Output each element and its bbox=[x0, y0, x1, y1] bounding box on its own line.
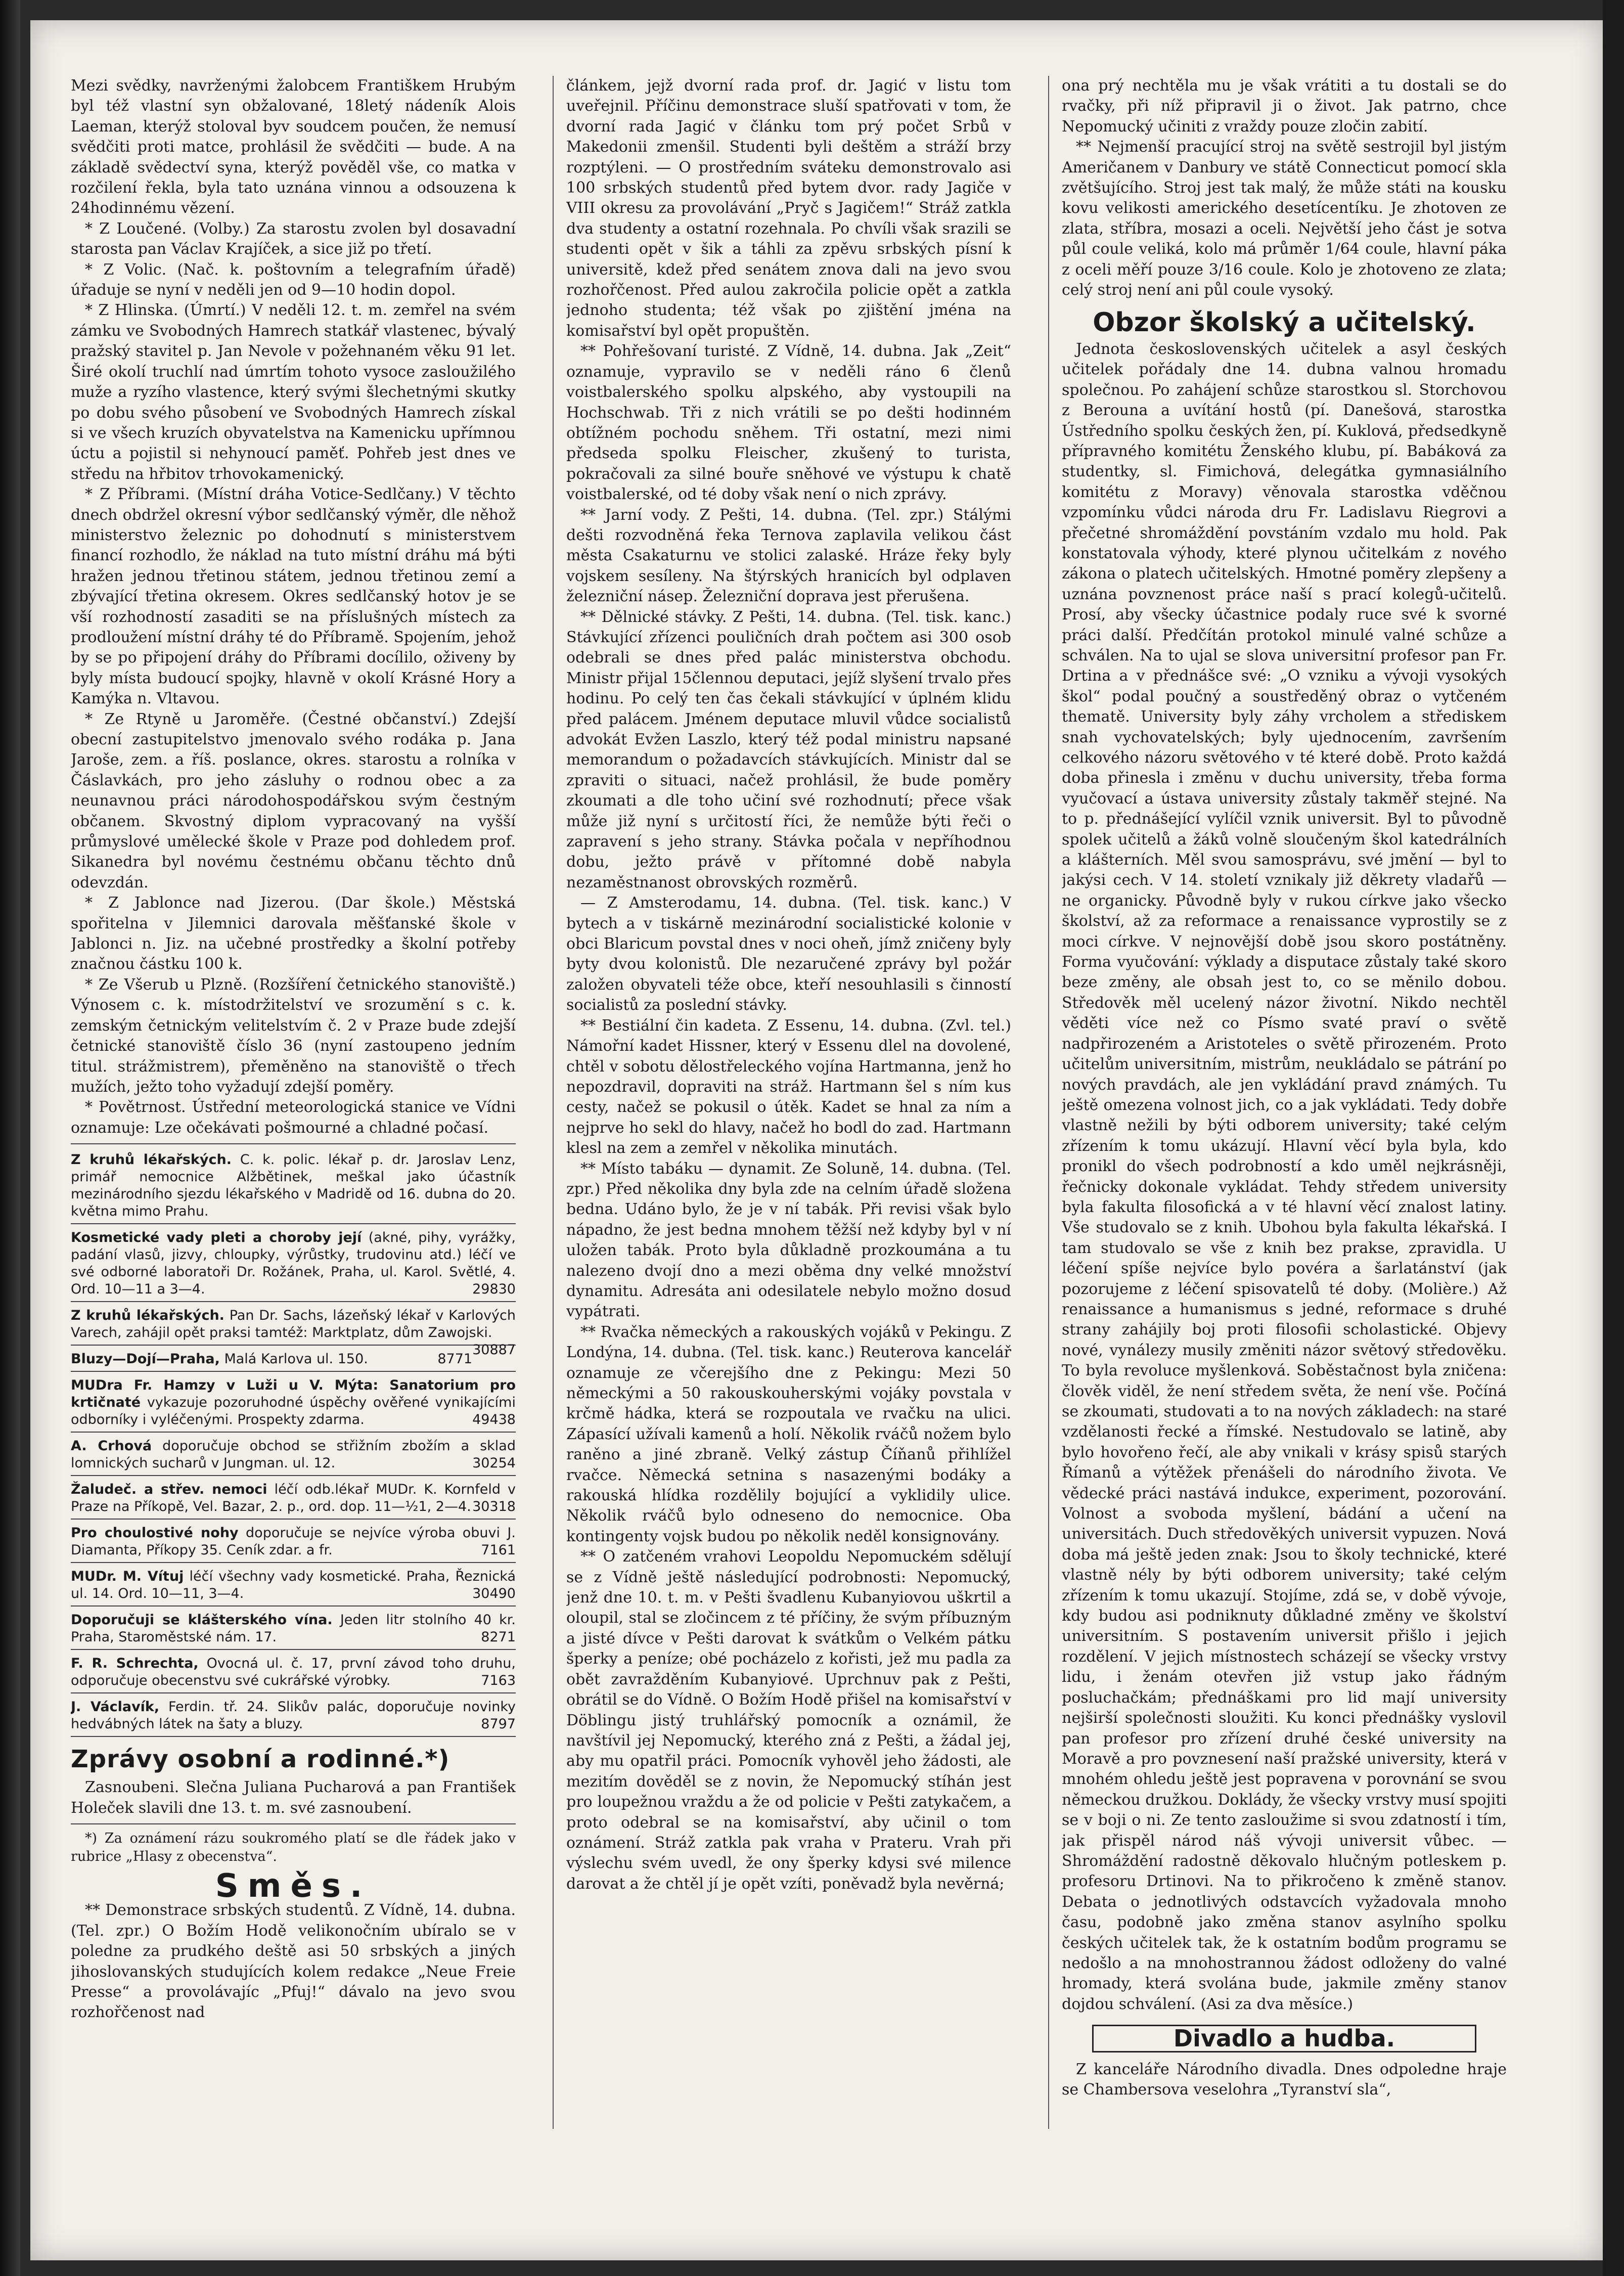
section-title-divadlo: Divadlo a hudba. bbox=[1092, 2025, 1476, 2052]
ad-heading: Žaludeč. a střev. nemoci bbox=[71, 1482, 267, 1498]
ad-number: 7161 bbox=[481, 1542, 516, 1558]
news-item-vseruby: * Ze Všerub u Plzně. (Rozšíření četnického stanoviště.) Výnosem c. k. místodržitelství ve srozumění s c. k. zemským četnickým velitelstvím č. 2 v Praze bude zdejší četnické stanoviště číslo 36 (nyní zastoupeno jedním titul. strážmistrem), přeměněno na stanoviště o třech mužích, ježto toho vyžadují zdejší poměry. bbox=[71, 975, 516, 1096]
news-item-rtyne: * Ze Rtyně u Jaroměře. (Čestné občanství.) Zdejší obecní zastupitelstvo jmenovalo svého rodáka p. Jana Jaroše, zem. a říš. poslance, okres. starostu a rolníka v Čáslavkách, pro jeho zásluhy o rodnou obec a za neunavnou práci národohospodářskou svým čestným občanem. Skvostný diplom vypracovaný na vyšší průmyslové umělecké škole v Praze pod dohledem prof. Sikanedra byl novému čestnému občanu těchto dnů odevzdán. bbox=[71, 710, 516, 891]
scan-edge-left bbox=[0, 0, 20, 2276]
ad-heading: A. Crhová bbox=[71, 1438, 152, 1454]
news-item-strikes: ** Dělnické stávky. Z Pešti, 14. dubna. (Tel. tisk. kanc.) Stávkující zřízenci pouličních drah počtem asi 300 osob odebrali se dnes před palác ministerstva obchodu. Ministr přijal 15člennou deputaci, jejíž slyšení trvalo přes hodinu. Po celý ten čas čekali stávkující v úplném klidu před palácem. Jménem deputace mluvil vůdce socialistů advokát Evžen Laszlo, který též podal ministru napsané memorandum o požadavcích stávkujících. Ministr dal se zpraviti o situaci, načež prohlásil, že bude poměry zkoumati a dle toho učiní své rozhodnutí; přece však může již nyní s určitostí říci, že nemůže býti řeči o zapravení s jeho strany. Stávka počala v nepříhodnou dobu, ježto právě v přítomné době nabyla nezaměstnanost obrovských rozměrů. bbox=[566, 608, 1011, 891]
news-item-volice: * Z Volic. (Nač. k. poštovním a telegrafním úřadě) úřaduje se nyní v neděli jen od 9—10 hodin dopol. bbox=[71, 260, 516, 299]
news-item-floods: ** Jarní vody. Z Pešti, 14. dubna. (Tel. zpr.) Stálými dešti rozvodněná řeka Ternova zaplavila velikou část města Csakaturnu ve stolici zalaské. Hráze řeky byly vojskem sesíleny. Na štýrských hranicích byl odplaven železniční násep. Železniční doprava jest přerušena. bbox=[566, 506, 1011, 606]
news-item-peking: ** Rvačka německých a rakouských vojáků v Pekingu. Z Londýna, 14. dubna. (Tel. tisk. kanc.) Reuterova kancelář oznamuje ze včerejšího dne z Pekingu: Mezi 50 německými a 50 rakouskouherskými vojáky povstala v krčmě hádka, která se rozpoutala ve rvačku na ulici. Zápasící užívali kamenů a holí. Několik rváčů nožem bylo raněno a jiné zbraně. Velký zástup Číňanů přihlížel rvačce. Německá setnina s nasazenými bodáky a rakouská hlídka rozdělily bojující a vyklidily ulice. Několik rváčů bylo odneseno do nemocnice. Oba kontingenty vojsk budou po několik neděl konsignovány. bbox=[566, 1323, 1011, 1545]
ad-text: doporučuje obchod se střižním zbožím a sklad lomnických sucharů v Jungman. ul. 12. bbox=[71, 1438, 516, 1471]
article-continuation: ona prý nechtěla mu je však vrátiti a tu dostali se do rvačky, při níž připravil ji o život. Jak patrno, chce Nepomucký učiniti z vraždy pouze zločin zabití. bbox=[1062, 77, 1507, 136]
news-item-dynamite: ** Místo tabáku — dynamit. Ze Soluně, 14. dubna. (Tel. zpr.) Před několika dny byla zde na celním úřadě složena bedna. Udáno bylo, že je v ní tabák. Při revisi však bylo nápadno, že jest bedna mnohem těžší než kdyby byl v ní uložen tabák. Proto byla důkladně prozkoumána a tu nalezeno dvojí dno a mezi oběma dny velké množství dynamitu. Adresáta ani odesilatele nebylo možno dosud vypátrati. bbox=[566, 1159, 1011, 1321]
news-item-amsterdam: — Z Amsterodamu, 14. dubna. (Tel. tisk. kanc.) V bytech a v tiskárně mezinárodní socialistické kolonie v obci Blaricum povstal dnes v noci oheň, jímž zničeny byly byty dvou kolonistů. Dle nezaručené zprávy byl požár založen obyvateli téže obce, kteří nesouhlasili s činností socialistů za poslední stávky. bbox=[566, 894, 1011, 1014]
ad-heading: Pro choulostivé nohy bbox=[71, 1525, 239, 1541]
ad-number: 30490 bbox=[472, 1586, 516, 1602]
ad-text: (akné, pihy, vyrážky, padání vlasů, jizvy, chloupky, výrůstky, trudovinu atd.) léčí ve své odborné laboratoři Dr. Rožánek, Praha, ul. Karol. Světlé, 4. Ord. 10—11 a 3—4. bbox=[71, 1230, 516, 1298]
ad-text: léčí všechny vady kosmetické. Praha, Řeznická ul. 14. Ord. 10—11, 3—4. bbox=[71, 1569, 516, 1602]
column-2 bbox=[566, 76, 1011, 2129]
classified-ad bbox=[71, 1610, 516, 1650]
personal-notice: Zasnoubeni. Slečna Juliana Pucharová a pan František Holeček slavili dne 13. t. m. své zasnoubení. bbox=[71, 1778, 516, 1817]
ad-number: 30887 bbox=[472, 1342, 516, 1358]
section-title-personal: Zprávy osobní a rodinné.*) bbox=[71, 1745, 450, 1774]
ad-heading: Z kruhů lékařských. bbox=[71, 1308, 224, 1324]
column-3 bbox=[1062, 76, 1507, 2129]
ad-heading: Z kruhů lékařských. bbox=[71, 1152, 232, 1168]
section-title-obzor: Obzor školský a učitelský. bbox=[1093, 307, 1476, 338]
ad-heading: J. Václavík, bbox=[71, 1699, 160, 1715]
ad-heading: Bluzy—Dojí—Praha, bbox=[71, 1351, 220, 1367]
ad-text: doporučuje se nejvíce výroba obuvi J. Diamanta, Příkopy 35. Ceník zdar. a fr. bbox=[71, 1525, 516, 1558]
ad-heading: Kosmetické vady pleti a choroby její bbox=[71, 1230, 362, 1246]
classified-ad bbox=[71, 1227, 516, 1302]
ad-number: 8797 bbox=[481, 1716, 516, 1732]
news-item-murderer: ** O zatčeném vrahovi Leopoldu Nepomuckém sdělují se z Vídně ještě následující podrobnosti: Nepomucký, jenž dne 10. t. m. v Pešti švadlenu Kubanyiovou uškrtil a oloupil, stal se zločincem z té příčiny, že svým příbuzným a jisté dívce v Pešti darovat k svátkům o Velkém pátku šperky a peníze; obé pocházelo z kořisti, jež mu padla za obět zavražděním Kubanyiové. Uprchnuv pak z Pešti, obrátil se do Vídně. O Božím Hodě přišel na komisařství v Döblingu jistý truhlářský pomocník a oznámil, že navštívil jej Nepomucký, kterého zná z Pešti, a žádal jej, aby mu opatřil práci. Pomocník vyhověl jeho žádosti, ale mezitím dověděl se z novin, že Nepomucký stíhán jest pro loupežnou vraždu a že od policie v Pešti zatykačem, a proto odebral se na komisařství, aby učinil o tom oznámení. Stráž zatkla pak vraha v Prateru. Vrah při výslechu svém uvedl, že ony šperky kdysi své milence darovat a že chtěl jí je opět vzíti, poněvadž byla nevěrná; bbox=[566, 1548, 1011, 1893]
ad-text: C. k. polic. lékař p. dr. Jaroslav Lenz, primář nemocnice Alžbětinek, meškal jako účastník mezinárodního sjezdu lékařského v Madridě od 16. dubna do 20. května mimo Prahu. bbox=[71, 1152, 516, 1220]
ad-text: Jeden litr stolního 40 kr. Praha, Staroměstské nám. 17. bbox=[71, 1612, 516, 1645]
classified-ad bbox=[71, 1653, 516, 1693]
news-item-cadet: ** Bestiální čin kadeta. Z Essenu, 14. dubna. (Zvl. tel.) Námořní kadet Hissner, který v Essenu dlel na dovolené, chtěl v sobotu dělostřeleckého vojína Hartmanna, jenž ho nepozdravil, dopraviti na stráž. Hartmann šel s ním kus cesty, načež se pokusil o útěk. Kadet se hnal za ním a nejprve ho sekl do hlavy, načež ho bodl do zad. Hartmann klesl na zem a zemřel v několika minutách. bbox=[566, 1016, 1011, 1157]
classified-ad bbox=[71, 1479, 516, 1520]
column-rule-1 bbox=[553, 76, 554, 2129]
divider bbox=[71, 1823, 516, 1824]
news-item-smallest-machine: ** Nejmenší pracující stroj na světě sestrojil byl jistým Američanem v Danbury ve státě Connecticut pomocí skla zvětšujícího. Stroj jest tak malý, že může státi na kousku kovu velikosti amerického desetícentíku. Je zhotoven ze zlata, stříbra, mosazi a oceli. Největší jeho část je sotva půl coule veliká, kolo má průměr 1/64 coule, hlavní páka z oceli měří pouze 3/16 coule. Kolo je zhotoveno ze zlata; celý stroj není ani půl coule vysoký. bbox=[1062, 138, 1507, 299]
ad-text: Ferdin. tř. 24. Slikův palác, doporučuje novinky hedvábných látek na šaty a bluzy. bbox=[71, 1699, 516, 1732]
scan-edge-right bbox=[1603, 0, 1624, 2276]
ad-text: Pan Dr. Sachs, lázeňský lékař v Karlových Varech, zahájil opět praksi tamtéž: Marktplatz, dům Zawojski. bbox=[71, 1308, 516, 1341]
classified-ad bbox=[71, 1566, 516, 1606]
news-item-hlinsko: * Z Hlinska. (Úmrtí.) V neděli 12. t. m. zemřel na svém zámku ve Svobodných Hamrech statkář vlastenec, bývalý pražský stavitel p. Jan Nevole v požehnaném věku 91 let. Širé okolí truchlí nad úmrtím tohoto vysoce zasloužilého muže a ryzího vlastence, který svými šlechetnými skutky po dobu svého působení ve Svobodných Hamrech získal si ve všech kruzích obyvatelstva na Kamenicku upřímnou úctu a pojistil si nehynoucí paměť. Pohřeb jest dnes ve středu na hřbitov trhovokamenický. bbox=[71, 301, 516, 483]
classified-ad bbox=[71, 1523, 516, 1563]
news-item-tourists: ** Pohřešovaní turisté. Z Vídně, 14. dubna. Jak „Zeit“ oznamuje, vypravilo se v neděli ráno 6 členů voistbalerského spolku alpského, aby vystoupili na Hochschwab. Tři z nich vrátili se po dešti hodinném obtížném pochodu sněhem. Tři ostatní, mezi nimi předseda spolku Fleischer, zkušený to turista, pokračovali za silné bouře sněhové ve výstupu k chatě voistbalerské, od té doby však není o nich zprávy. bbox=[566, 342, 1011, 504]
column-rule-2 bbox=[1048, 76, 1049, 2129]
ad-text: léčí odb.lékař MUDr. K. Kornfeld v Praze na Příkopě, Vel. Bazar, 2. p., ord. dop. 11—½1, 2—4. bbox=[71, 1482, 516, 1515]
ad-number: 8771 bbox=[437, 1351, 473, 1367]
ad-number: 8271 bbox=[481, 1629, 516, 1645]
classified-ad bbox=[71, 1697, 516, 1737]
news-item-pribram: * Z Příbrami. (Místní dráha Votice-Sedlčany.) V těchto dnech obdržel okresní výbor sedlčanský výměr, dle něhož ministerstvo železnic po dohodnutí s ministerstvem financí rozhodlo, že náklad na tuto místní dráhu má býti hražen jednou třetinou státem, jednou třetinou zemí a zbývající třetina okresem. Okres sedlčanský hotov je se vší rozhodností zasaditi se na příslušných místech za prodloužení místní dráhy té do Příbramě. Spojením, jehož by se po připojení dráhy do Příbrami docílilo, oživeny by byly místa budoucí spojky, hlavně v okolí Krásné Hory a Kamýka n. Vltavou. bbox=[71, 485, 516, 708]
classified-ad bbox=[71, 1375, 516, 1433]
ad-heading: F. R. Schrechta, bbox=[71, 1656, 199, 1672]
classified-ad bbox=[71, 1349, 516, 1372]
news-item-demonstration: ** Demonstrace srbských studentů. Z Vídně, 14. dubna. (Tel. zpr.) O Božím Hodě velikonočním ubíralo se v poledne za prudkého deště asi 50 srbských a jiných jihoslovanských studujících kolem redakce „Neue Freie Presse“ a provolávajíc „Pfuj!“ dávalo na jevo svou rozhořčenost nad bbox=[71, 1901, 516, 2022]
classified-ad bbox=[71, 1436, 516, 1476]
theatre-notice: Z kanceláře Národního divadla. Dnes odpoledne hraje se Chambersova veselohra „Tyranství sla“, bbox=[1062, 2060, 1507, 2099]
ad-number: 7163 bbox=[481, 1673, 516, 1689]
ad-number: 30254 bbox=[472, 1455, 516, 1471]
column-1 bbox=[71, 76, 516, 2129]
news-item-jablonec: * Z Jablonce nad Jizerou. (Dar škole.) Městská spořitelna v Jilemnici darovala měšťanské škole v Jablonci n. Jiz. na učebné prostředky a školní potřeby značnou částku 100 k. bbox=[71, 894, 516, 973]
ad-heading: Doporučuji se klášterského vína. bbox=[71, 1612, 333, 1628]
article-continuation: článkem, jejž dvorní rada prof. dr. Jagić v listu tom uveřejnil. Příčinu demonstrace sluší spatřovati v tom, že dvorní rada Jagić v článku tom prý počet Srbů v Makedonii zmenšil. Studenti byli deštěm a stráží brzy rozptýleni. — O prostředním sváteku demonstrovalo asi 100 srbských studentů před bytem dvor. rady Jagiče v VIII okresu za provolávání „Pryč s Jagičem!“ Stráž zatkla dva studenty a ostatní rozehnala. Po chvíli však srazili se studenti opět v šik a táhli za zpěvu srbských písní k universitě, kdež před senátem znova dali na jevo svou rozhořčenost. Před aulou zakročila policie opět a zatkla jednoho studenta; též však po zjištění jména na komisařství byl opět propuštěn. bbox=[566, 77, 1011, 340]
footnote: *) Za oznámení rázu soukromého platí se dle řádek jako v rubrice „Hlasy z obecenstva“. bbox=[71, 1830, 516, 1864]
section-title-smes: Směs. bbox=[215, 1867, 372, 1905]
ad-number: 49438 bbox=[472, 1412, 516, 1428]
news-item-weather: * Povětrnost. Ústřední meteorologická stanice ve Vídni oznamuje: Lze očekávati pošmourné a chladné počasí. bbox=[71, 1098, 516, 1137]
article-paragraph: Mezi svědky, navrženými žalobcem Františkem Hrubým byl též vlastní syn obžalované, 18letý nádeník Alois Laeman, kterýž stoloval byv soudcem poučen, že nemusí svědčiti proti matce, prohlásil že svědčiti — bude. A na základě svědectví syna, kterýž pověděl vše, co matka v rozčilení řekla, byla tato uznána vinnou a odsouzena k 24hodinnému vězení. bbox=[71, 77, 516, 217]
ad-text: Malá Karlova ul. 150. bbox=[224, 1351, 368, 1367]
classified-ad bbox=[71, 1305, 516, 1358]
ad-number: 29830 bbox=[472, 1281, 516, 1298]
ad-heading: MUDr. M. Vítuj bbox=[71, 1569, 184, 1585]
news-item-loucena: * Z Loučené. (Volby.) Za starostu zvolen byl dosavadní starosta pan Václav Krajíček, a sice již po třetí. bbox=[71, 219, 516, 258]
ad-text: Ovocná ul. č. 17, první závod toho druhu, odporučuje obecenstvu své cukrářské výrobky. bbox=[71, 1656, 516, 1689]
ad-heading: MUDra Fr. Hamzy v Luži u V. Mýta: Sanatorium pro krtičnaté bbox=[71, 1377, 516, 1411]
ad-number: 30318 bbox=[472, 1499, 516, 1515]
ad-text: vykazuje pozoruhodné úspěchy ověřené vynikajícími odborníky i vyléčenými. Prospekty zdarma. bbox=[71, 1395, 516, 1428]
classified-ad bbox=[71, 1149, 516, 1224]
school-article: Jednota československých učitelek a asyl českých učitelek pořádaly dne 14. dubna valnou hromadu společnou. Po zahájení schůze starostkou sl. Storchovou z Berouna a uvítání hostů (pí. Danešová, starostka Ústředního spolku českých žen, pí. Kuklová, předsedkyně přípravného komitétu Ženského klubu, pí. Babáková za studentky, sl. Fimichová, delegátka gymnasiálního komitétu z Moravy) věnovala starostka vděčnou vzpomínku vůdci národa dru Fr. Ladislavu Riegrovi a přečetné shromáždění povstáním vzdalo mu hold. Pak konstatovala výhody, které plynou učitelkám z nového zákona o platech učitelských. Hmotné poměry zlepšeny a uznána povznenost práce naší s prací kolegů-učitelů. Prosí, aby všecky účastnice podaly ruce své k svorné práci další. Předčítán protokol minulé valné schůze a schválen. Na to ujal se slova universitní profesor pan Fr. Drtina a v přednášce své: „O vzniku a vývoji vysokých škol“ podal poučný a soustředěný obraz o vytčeném thematě. University byly záhy vrcholem a střediskem snah vychovatelských; byly ujednocením, završením celkového názoru světového v té které době. Proto každá doba přinesla i změnu v duchu university, třeba forma vyučovací a ústava university zůstaly takměř stejné. Na to p. přednášející vylíčil vznik universit. Byl to původně spolek učitelů a žáků volně sloučeným škol katedrálních a klášterních. Měl svou samosprávu, své jmění — byl to jakýsi cech. V 14. století vznikaly již děkrety vladařů — ne organicky. Původně byly v rukou církve jako všecko školství, až za reformace a renaissance vyprostily se z moci církve. V nejnovější době jsou skoro postátněny. Forma vyučování: výklady a disputace zůstaly také skoro beze změny, ale obsah jest to, co se měnilo dobou. Středověk měl ucelený názor životní. Nikdo nechtěl věděti více než co Písmo svaté praví o světě nadpřirozeném a Aristoteles o světě přirozeném. Proto učitelům universitním, mistrům, neukládalo se pátrání po nových pravdách, ale jen vykládání pravd známých. Tu ještě omezena volnost jich, co a jak vykládati. Tedy dobře vlastně nežili by býti odborem university; také celým zřízením k tomu ukázují. Hlavní věcí byla byla, kdo pronikl do všech podrobností a kdo uměl nejkrásněji, řečnicky dokonale vykládat. Tehdy středem university byla fakulta filosofická a v té hlavní věcí znalost latiny. Vše studovalo se z knih. Ubohou byla fakulta lékařská. I tam studovalo se vše z knih bez prakse, zpravidla. U léčení spíše nejvíce bylo povéra a šarlatánství (jak pozorujeme z léčení spisovatelů té doby. (Molière.) Až renaissance a humanismus s jedné, reformace s druhé strany zahájily boj proti filosofii scholastické. Objevy nové, vynálezy musily změniti názor světový středověku. To byla revoluce myšlenková. Soběstačnost byla zničena: člověk viděl, že není středem světa, že není vše. Počíná se zkoumati, studovati a to na nových základech: na staré vzdělanosti řecké a římské. Nestudovalo se latině, aby bylo hovořeno řečí, ale aby vnikali v krásy spisů starých Římanů a výtěžek přenášeli do národního života. Ve vědecké práci nastává indukce, experiment, pozorování. Volnost a svoboda myšlení, bádání a učení na universitách. Duch středověkých universit vypuzen. Nová doba má ještě jeden znak: Jsou to školy technické, které vlastně nély by býti odborem university; také celým zřízením k tomu ukazují. Stojíme, zdá se, v době vývoje, kdy budou asi podniknuty důkladné změny ve školství universitním. S postavením universit přišlo i jejich rozdělení. V jejich místnostech scházejí se všecky vrstvy lidu, i ženám otevřen již vstup jako řádným posluchačkám; přednáškami pro lid mají university nejširší společnosti sloužiti. Ku konci přednášky vyslovil pan profesor pro zřízení druhé české university na Moravě a pro povznesení naší pražské university, která v mnohém ohledu ještě jest popravena v porovnání se svou německou družkou. Doklády, že všecky vrstvy musí spojiti se v boji o ni. Ze tento zasloužime si svou zdatností i tím, jak přispěl národ náš vývoji universit vůbec. — Shromáždění radostně děkovalo hlučným potleskem p. profesoru Drtinovi. Na to přikročeno k změně stanov. Debata o jednotlivých odstavcích vyžadovala mnoho času, podobně jako změna stanov asylního spolku českých učitelek tak, že k ostatním bodům programu se nedošlo a na mnohostrannou žádost odloženy do valné hromady, která svolána bude, jakmile změny stanov dojdou schválení. (Asi za dva měsíce.) bbox=[1062, 340, 1507, 2013]
divider bbox=[71, 1143, 516, 1144]
